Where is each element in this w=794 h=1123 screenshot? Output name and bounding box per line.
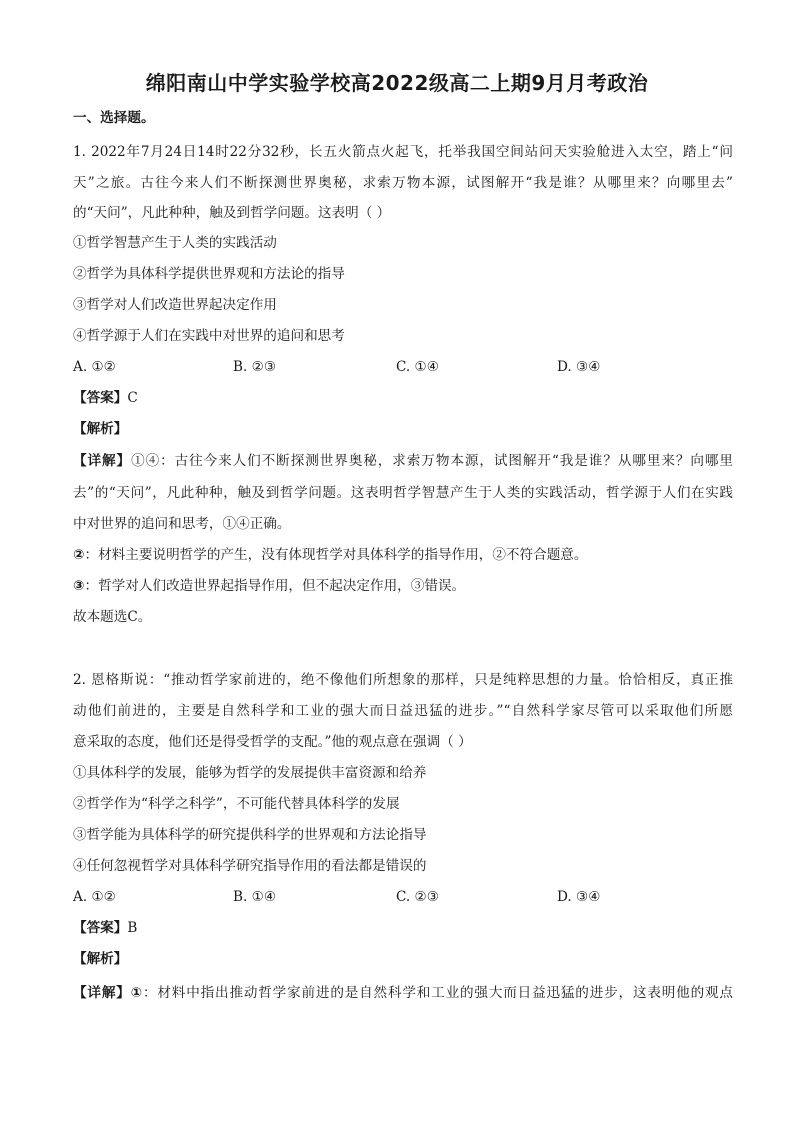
q1-detail-text-1: ①④：古往今来人们不断探测世界奥秘，求索万物本源，试图解开“我是谁？从哪里来？向哪里: [131, 453, 734, 469]
q1-option-a: A. ①②: [73, 359, 116, 375]
q2-statement-4: ④任何忽视哲学对具体科学研究指导作用的看法都是错误的: [73, 858, 427, 874]
q1-option-c: C. ①④: [396, 359, 439, 375]
q1-option-b: B. ②③: [233, 359, 277, 375]
q2-option-c: C. ②③: [396, 889, 439, 905]
q2-stem-line-3: 意采取的态度，他们还是得受哲学的支配。”他的观点意在强调（ ）: [73, 734, 472, 750]
q1-statement-4: ④哲学源于人们在实践中对世界的追问和思考: [73, 328, 345, 344]
q1-answer-label: 【答案】: [73, 390, 128, 406]
q2-detail-label: 【详解】: [73, 985, 131, 1001]
q2-option-b: B. ①④: [233, 889, 277, 905]
q2-detail-marker: ①: [130, 985, 143, 1001]
q2-analysis-label: 【解析】: [73, 951, 128, 967]
q1-note-3: [73, 576, 733, 596]
q1-answer-value: C: [127, 390, 138, 406]
q1-answer: [73, 388, 733, 408]
q1-conclusion: 故本题选C。: [73, 609, 152, 625]
q1-note-2-text: ：材料主要说明哲学的产生，没有体现哲学对具体科学的指导作用，②不符合题意。: [84, 547, 588, 563]
section-heading: 一、选择题。: [73, 110, 155, 126]
q1-statement-1: ①哲学智慧产生于人类的实践活动: [73, 235, 277, 251]
q1-detail-line-3: 中对世界的追问和思考，①④正确。: [73, 516, 291, 532]
q1-option-d: D. ③④: [557, 359, 601, 375]
q1-stem-line-1: 1. 2022年7月24日14时22分32秒，长五火箭点火起飞，托举我国空间站问天实验舱进入太空，踏上“问: [73, 144, 733, 160]
q1-analysis-label: 【解析】: [73, 421, 128, 437]
page-title: 绵阳南山中学实验学校高2022级高二上期9月月考政治: [145, 71, 649, 95]
q2-statement-2: ②哲学作为“科学之科学”，不可能代替具体科学的发展: [73, 796, 400, 812]
q2-option-a: A. ①②: [73, 889, 116, 905]
q1-statement-2: ②哲学为具体科学提供世界观和方法论的指导: [73, 266, 345, 282]
q2-stem-line-1: 2. 恩格斯说：“推动哲学家前进的，绝不像他们所想象的那样，只是纯粹思想的力量。恰恰相反，真正推: [73, 672, 733, 688]
q2-answer-value: B: [127, 920, 138, 936]
q2-detail-text: ：材料中指出推动哲学家前进的是自然科学和工业的强大而日益迅猛的进步，这表明他的观点: [142, 985, 734, 1001]
q2-answer-label: 【答案】: [73, 920, 128, 936]
q1-detail-line-1: [73, 451, 733, 471]
q1-note-2-marker: ②: [73, 547, 85, 563]
q2-detail-line-1: [73, 983, 733, 1003]
q1-note-3-marker: ③: [73, 578, 85, 594]
q1-detail-label: 【详解】: [73, 453, 132, 469]
q1-stem-line-3: 的“天问”，凡此种种，触及到哲学问题。这表明（ ）: [73, 205, 391, 221]
q1-stem-line-2: 天”之旅。古往今来人们不断探测世界奥秘，求索万物本源，试图解开“我是谁？从哪里来？向哪里去”: [73, 175, 733, 191]
q2-answer: [73, 918, 733, 938]
q2-option-d: D. ③④: [557, 889, 601, 905]
q2-statement-1: ①具体科学的发展，能够为哲学的发展提供丰富资源和给养: [73, 765, 427, 781]
q2-statement-3: ③哲学能为具体科学的研究提供科学的世界观和方法论指导: [73, 827, 427, 843]
q1-note-3-text: ：哲学对人们改造世界起指导作用，但不起决定作用，③错误。: [84, 578, 466, 594]
q1-note-2: [73, 545, 733, 565]
q2-stem-line-2: 动他们前进的，主要是自然科学和工业的强大而日益迅猛的进步。”“自然科学家尽管可以采取他们所愿: [73, 703, 733, 719]
q1-detail-line-2: 去”的“天问”，凡此种种，触及到哲学问题。这表明哲学智慧产生于人类的实践活动，哲学源于人们在实践: [73, 485, 733, 501]
q1-statement-3: ③哲学对人们改造世界起决定作用: [73, 297, 277, 313]
